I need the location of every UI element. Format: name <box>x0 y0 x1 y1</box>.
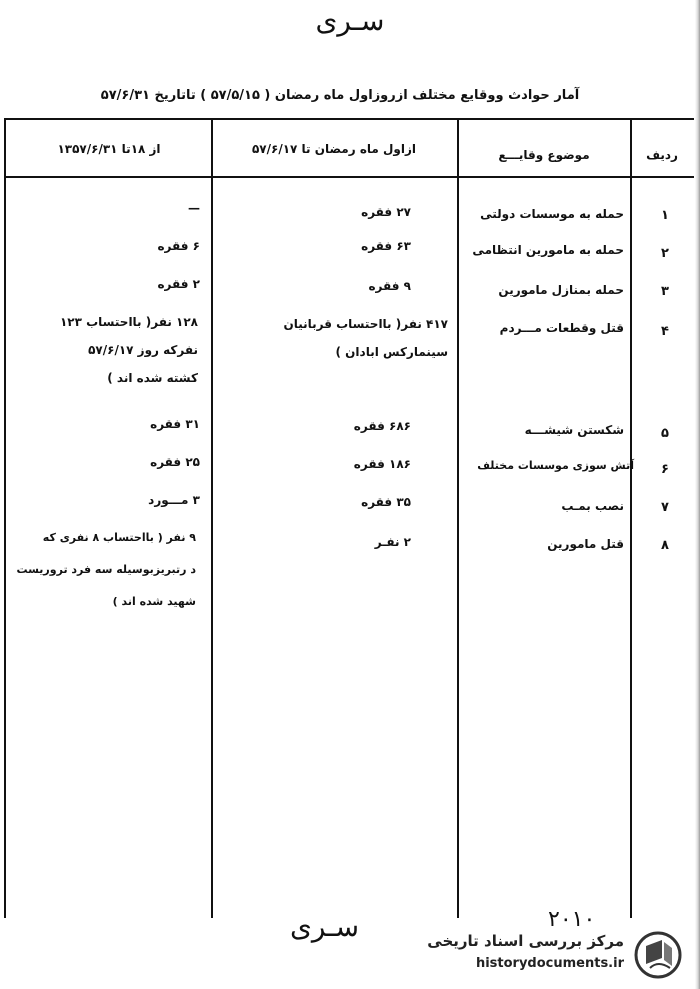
row-subject: شکستن شیشـــه <box>524 423 624 437</box>
row-number: ۲ <box>661 246 669 261</box>
row-period2-value: ۶ فقره <box>157 239 200 253</box>
row-number: ۷ <box>661 500 669 515</box>
row-subject: قتل وقطعات مـــردم <box>499 321 624 335</box>
table-left-border <box>4 118 6 918</box>
row-number: ۱ <box>661 208 669 223</box>
table-divider-3 <box>630 118 632 918</box>
classification-top: سـری <box>315 4 385 37</box>
row-number: ۳ <box>661 284 669 299</box>
period2-line: شهید شده اند ) <box>112 595 196 608</box>
row-period1-value: ۱۸۶ فقره <box>353 457 411 471</box>
row-number: ۵ <box>661 426 669 441</box>
row-period2-value: ۳۱ فقره <box>150 417 200 431</box>
row-period2-value: — <box>188 201 200 215</box>
row-subject: حمله به مامورین انتظامی <box>472 243 624 257</box>
row-subject: حمله به موسسات دولتی <box>480 207 624 221</box>
period2-line: ۱۲۸ نفر( بااحتساب ۱۲۳ <box>59 315 198 329</box>
header-row-no: ردیف <box>646 148 678 162</box>
classification-bottom: سـری <box>290 910 360 943</box>
row-subject: آتش سوزی موسسات مختلف <box>477 459 634 472</box>
page-number: ۲۰۱۰ <box>548 907 596 932</box>
row-subject: حمله بمنازل مامورین <box>498 283 624 297</box>
header-period1: ازاول ماه رمضان تا ۵۷/۶/۱۷ <box>251 142 417 156</box>
row-period1-value: ۳۵ فقره <box>361 495 411 509</box>
table-header-rule <box>4 176 694 178</box>
watermark-title: مرکز بررسی اسناد تاریخی <box>427 932 624 950</box>
period1-line: سینمارکس ابادان ) <box>335 345 448 359</box>
row-subject: قتل مامورین <box>547 537 624 551</box>
row-number: ۴ <box>661 324 669 339</box>
row-number: ۸ <box>661 538 669 553</box>
incident-table <box>4 118 694 918</box>
archive-logo-icon <box>632 930 684 980</box>
row-period2-value <box>16 530 196 610</box>
row-period2-value <box>60 314 198 386</box>
period2-line: کشته شده اند ) <box>107 371 198 385</box>
row-period1-value: ۹ فقره <box>368 279 411 293</box>
row-period2-value: ۲۵ فقره <box>150 455 200 469</box>
row-period1-value: ۲۷ فقره <box>361 205 411 219</box>
row-period1-value: ۶۳ فقره <box>361 239 411 253</box>
row-period2-value: ۲ فقره <box>157 277 200 291</box>
scan-edge-shadow <box>695 0 700 989</box>
row-period1-value: ۲ نفـر <box>374 535 411 549</box>
row-period1-value: ۶۸۶ فقره <box>353 419 411 433</box>
period2-line: د رتبریزبوسیله سه فرد تروریست <box>16 563 196 576</box>
document-title: آمار حوادث ووقایع مختلف ازروزاول ماه رمضان ( ۵۷/۵/۱۵ ) تاتاریخ ۵۷/۶/۳۱ <box>100 88 580 103</box>
archive-watermark <box>420 928 690 982</box>
row-period1-value <box>283 316 448 360</box>
period2-line: ۹ نفر ( بااحتساب ۸ نفری که <box>42 531 196 544</box>
table-top-rule <box>4 118 694 120</box>
header-period2: از ۱۸تا ۱۳۵۷/۶/۳۱ <box>57 142 161 156</box>
table-divider-1 <box>211 118 213 918</box>
row-subject: نصب بمـب <box>561 499 624 513</box>
watermark-url: historydocuments.ir <box>475 956 624 971</box>
period2-line: نفرکه روز ۵۷/۶/۱۷ <box>88 343 198 357</box>
table-divider-2 <box>457 118 459 918</box>
header-subject: موضوع وقایـــع <box>498 148 590 162</box>
row-period2-value: ۳ مـــورد <box>148 493 200 507</box>
period1-line: ۴۱۷ نفر( بااحتساب قربانیان <box>283 317 448 331</box>
row-number: ۶ <box>661 462 669 477</box>
